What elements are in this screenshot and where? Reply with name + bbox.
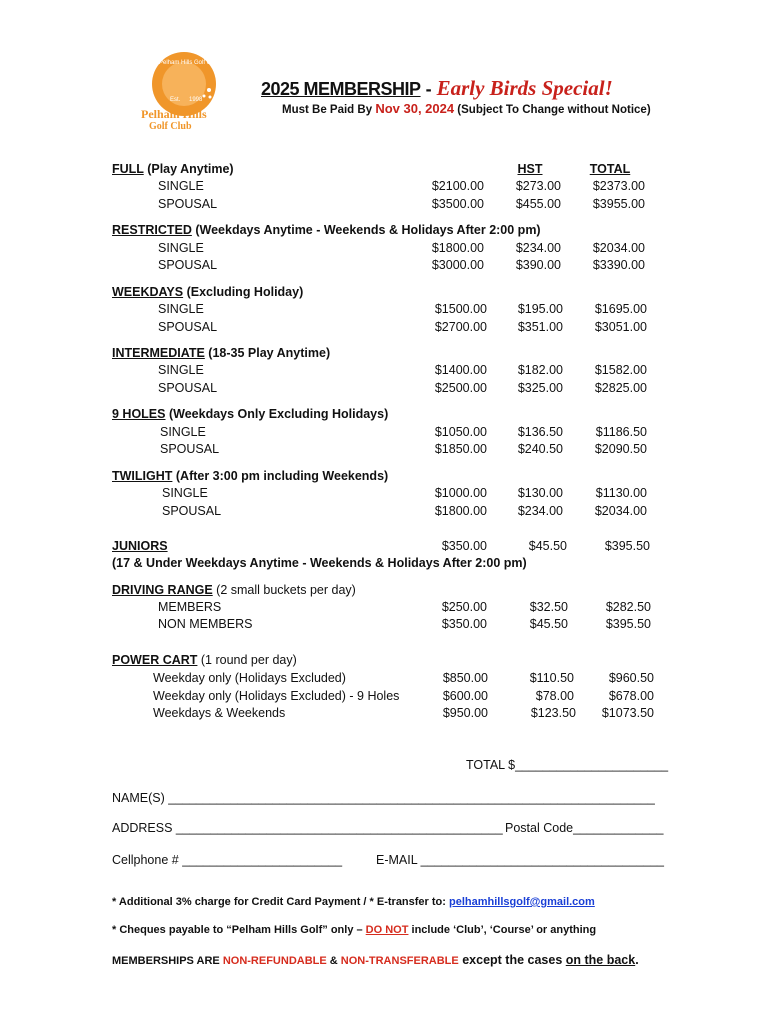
row-total: $1695.00 xyxy=(594,302,647,316)
row-price: $1800.00 xyxy=(431,241,484,255)
row-total: $960.50 xyxy=(608,671,654,685)
row-label: Weekday only (Holidays Excluded) - 9 Holes xyxy=(153,689,400,703)
row-label: SINGLE xyxy=(162,486,208,500)
section-name: WEEKDAYS xyxy=(112,285,184,299)
row-label: Weekday only (Holidays Excluded) xyxy=(153,671,346,685)
row-total: $282.50 xyxy=(605,600,651,614)
row-price: $2100.00 xyxy=(431,179,484,193)
section-desc: (18-35 Play Anytime) xyxy=(204,346,331,360)
section-intermediate-heading xyxy=(112,346,330,360)
subtitle-date: Nov 30, 2024 xyxy=(375,101,455,116)
row-price: $1800.00 xyxy=(434,504,487,518)
address-field[interactable]: ADDRESS _______________________________________________ xyxy=(112,821,503,835)
row-hst: $325.00 xyxy=(517,381,563,395)
logo-est: Est. xyxy=(170,97,181,103)
section-driving-range-heading xyxy=(112,583,356,597)
section-name: FULL xyxy=(112,162,144,176)
juniors-price: $350.00 xyxy=(441,539,487,553)
row-hst: $455.00 xyxy=(515,197,561,211)
row-total: $678.00 xyxy=(608,689,654,703)
total-field[interactable]: TOTAL $______________________ xyxy=(466,758,669,772)
row-label: SPOUSAL xyxy=(162,504,222,518)
title-special: Early Birds Special! xyxy=(436,76,613,100)
row-price: $3000.00 xyxy=(431,258,484,272)
cellphone-field[interactable]: Cellphone # _______________________ xyxy=(112,853,343,867)
row-label: SPOUSAL xyxy=(158,197,218,211)
row-price: $1050.00 xyxy=(434,425,487,439)
row-total: $2034.00 xyxy=(592,241,645,255)
row-label: SPOUSAL xyxy=(158,320,218,334)
logo-name-line1: Pelham Hills xyxy=(141,107,207,121)
logo-year: 1998 xyxy=(189,97,203,103)
email-field[interactable]: E-MAIL ___________________________________ xyxy=(376,853,665,867)
section-name: INTERMEDIATE xyxy=(112,346,205,360)
section-desc: (Excluding Holiday) xyxy=(183,285,304,299)
row-label: Weekdays & Weekends xyxy=(153,706,286,720)
row-hst: $130.00 xyxy=(517,486,563,500)
row-label: SPOUSAL xyxy=(158,258,218,272)
row-total: $1073.50 xyxy=(601,706,654,720)
section-name: 9 HOLES xyxy=(112,407,166,421)
row-label: SINGLE xyxy=(158,241,204,255)
row-hst: $78.00 xyxy=(535,689,574,703)
logo-arc-text: Pelham Hills Golf Course xyxy=(159,60,227,66)
row-total: $2373.00 xyxy=(592,179,645,193)
row-hst: $351.00 xyxy=(517,320,563,334)
row-hst: $45.50 xyxy=(529,617,568,631)
refund-note-amp: & xyxy=(326,955,341,967)
row-price: $350.00 xyxy=(441,617,487,631)
section-twilight-heading xyxy=(112,469,388,483)
section-desc: (Weekdays Anytime - Weekends & Holidays After 2:00 pm) xyxy=(191,223,541,237)
row-price: $1000.00 xyxy=(434,486,487,500)
juniors-description: (17 & Under Weekdays Anytime - Weekends & Holidays After 2:00 pm) xyxy=(112,556,527,570)
row-total: $395.50 xyxy=(605,617,651,631)
row-label: SINGLE xyxy=(160,425,206,439)
subtitle-pre: Must Be Paid By xyxy=(282,104,376,116)
cheque-note-tail: include ‘Club’, ‘Course’ or anything xyxy=(408,924,597,936)
non-transferable-text: NON-TRANSFERABLE xyxy=(340,955,459,967)
logo-name-line2: Golf Club xyxy=(149,121,192,132)
title-year: 2025 MEMBERSHIP xyxy=(261,79,421,99)
page-title xyxy=(261,76,613,101)
juniors-total: $395.50 xyxy=(604,539,650,553)
row-hst: $32.50 xyxy=(529,600,568,614)
row-price: $950.00 xyxy=(442,706,488,720)
row-total: $3390.00 xyxy=(592,258,645,272)
on-the-back-text: on the back xyxy=(565,953,636,967)
section-juniors-heading xyxy=(112,539,168,553)
row-hst: $240.50 xyxy=(517,442,563,456)
row-label: NON MEMBERS xyxy=(158,617,253,631)
row-hst: $182.00 xyxy=(517,363,563,377)
row-label: SPOUSAL xyxy=(158,381,218,395)
postal-code-field[interactable]: Postal Code_____________ xyxy=(505,821,664,835)
section-full-heading xyxy=(112,162,234,176)
section-name: DRIVING RANGE xyxy=(112,583,213,597)
row-label: SINGLE xyxy=(158,302,204,316)
section-name: POWER CART xyxy=(112,653,198,667)
section-9holes-heading xyxy=(112,407,388,421)
row-label: MEMBERS xyxy=(158,600,222,614)
section-desc: (1 round per day) xyxy=(197,653,297,667)
row-price: $250.00 xyxy=(441,600,487,614)
section-weekdays-heading xyxy=(112,285,303,299)
refund-note xyxy=(112,953,639,967)
row-price: $2700.00 xyxy=(434,320,487,334)
section-desc: (2 small buckets per day) xyxy=(212,583,356,597)
row-total: $3955.00 xyxy=(592,197,645,211)
section-restricted-heading xyxy=(112,223,541,237)
row-price: $850.00 xyxy=(442,671,488,685)
row-price: $1500.00 xyxy=(434,302,487,316)
row-hst: $390.00 xyxy=(515,258,561,272)
row-total: $1130.00 xyxy=(595,486,647,500)
section-name: TWILIGHT xyxy=(112,469,173,483)
row-price: $1850.00 xyxy=(434,442,487,456)
subtitle-post: (Subject To Change without Notice) xyxy=(454,104,651,116)
row-hst: $110.50 xyxy=(529,671,574,685)
payment-note-text: * Additional 3% charge for Credit Card Payment / * E-transfer to: xyxy=(112,896,449,908)
club-logo xyxy=(137,50,247,132)
row-hst: $195.00 xyxy=(517,302,563,316)
row-hst: $234.00 xyxy=(515,241,561,255)
do-not-text: DO NOT xyxy=(365,924,409,936)
row-price: $2500.00 xyxy=(434,381,487,395)
column-header-total: TOTAL xyxy=(589,162,631,176)
juniors-hst: $45.50 xyxy=(528,539,567,553)
payment-note xyxy=(112,896,595,908)
cheque-note-text: * Cheques payable to “Pelham Hills Golf” only – xyxy=(112,924,366,936)
refund-note-a: MEMBERSHIPS ARE xyxy=(112,955,223,967)
column-header-hst: HST xyxy=(517,162,543,176)
row-label: SINGLE xyxy=(158,363,204,377)
page-subtitle xyxy=(282,101,651,116)
row-price: $600.00 xyxy=(442,689,488,703)
row-label: SINGLE xyxy=(158,179,204,193)
section-name: JUNIORS xyxy=(112,539,168,553)
row-price: $3500.00 xyxy=(431,197,484,211)
row-hst: $234.00 xyxy=(517,504,563,518)
row-hst: $136.50 xyxy=(517,425,563,439)
title-dash: - xyxy=(420,79,437,99)
names-field[interactable]: NAME(S) ______________________________________________________________________ xyxy=(112,791,655,805)
row-label: SPOUSAL xyxy=(160,442,220,456)
section-desc: (After 3:00 pm including Weekends) xyxy=(172,469,389,483)
row-hst: $273.00 xyxy=(515,179,561,193)
email-link[interactable]: pelhamhillsgolf@gmail.com xyxy=(449,896,595,908)
row-total: $1582.00 xyxy=(594,363,647,377)
row-total: $2825.00 xyxy=(594,381,647,395)
row-total: $1186.50 xyxy=(595,425,647,439)
cheque-note xyxy=(112,924,596,936)
row-total: $3051.00 xyxy=(594,320,647,334)
row-hst: $123.50 xyxy=(530,706,576,720)
row-total: $2034.00 xyxy=(594,504,647,518)
section-desc: (Play Anytime) xyxy=(143,162,234,176)
refund-note-end: . xyxy=(635,953,639,967)
non-refundable-text: NON-REFUNDABLE xyxy=(222,955,327,967)
refund-note-b: except the cases xyxy=(458,953,566,967)
section-name: RESTRICTED xyxy=(112,223,192,237)
row-total: $2090.50 xyxy=(594,442,647,456)
row-price: $1400.00 xyxy=(434,363,487,377)
section-power-cart-heading xyxy=(112,653,297,667)
section-desc: (Weekdays Only Excluding Holidays) xyxy=(165,407,389,421)
